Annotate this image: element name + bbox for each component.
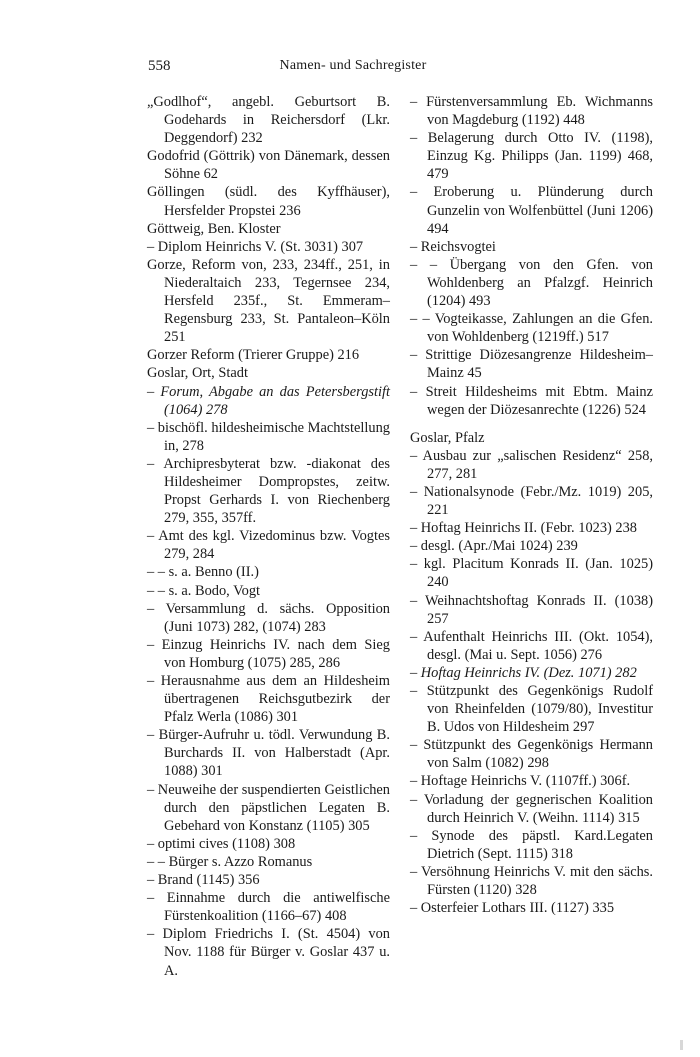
index-entry: Goslar, Pfalz [410, 429, 485, 446]
index-entry: – Versammlung d. sächs. Opposition (Juni 1073) 282, (1074) 283 [147, 600, 390, 635]
index-entry: – Ausbau zur „salischen Residenz“ 258, 277, 281 [410, 447, 653, 482]
index-entry: „Godlhof“, angebl. Geburtsort B. Godehards in Reichersdorf (Lkr. Deggendorf) 232 [147, 94, 390, 147]
index-entry: – Reichsvogtei [410, 238, 496, 255]
page-header [148, 58, 558, 78]
running-head: Namen- und Sachregister [279, 58, 427, 73]
index-entry: – Neuweihe der suspendierten Geistlichen durch den päpstlichen Legaten B. Gebehard von Konstanz (1105) 305 [147, 781, 390, 834]
index-entry: – Osterfeier Lothars III. (1127) 335 [410, 900, 615, 917]
index-entry: – Streit Hildesheims mit Ebtm. Mainz wegen der Diözesanrechte (1226) 524 [410, 383, 653, 418]
index-entry: – Hoftage Heinrichs V. (1107ff.) 306f. [410, 773, 631, 790]
index-entry: Gorzer Reform (Trierer Gruppe) 216 [147, 347, 360, 364]
index-entry: – – Vogteikasse, Zahlungen an die Gfen. von Wohldenberg (1219ff.) 517 [410, 311, 653, 346]
index-entry: – Diplom Friedrichs I. (St. 4504) von Nov. 1188 für Bürger v. Goslar 437 u. A. [147, 926, 390, 979]
index-entry: – – Übergang von den Gfen. von Wohldenberg an Pfalzgf. Heinrich (1204) 493 [410, 256, 653, 310]
index-entry: – Archipresbyterat bzw. -diakonat des Hildesheimer Dompropstes, zeitw. Propst Gerhards I. von Riechenberg 279, 355, 357ff. [147, 455, 390, 527]
index-entry: – Vorladung der gegnerischen Koalition durch Heinrich V. (Weihn. 1114) 315 [410, 791, 653, 826]
index-entry: – Hoftag Heinrichs IV. (Dez. 1071) 282 [410, 664, 637, 681]
index-entry: Godofrid (Göttrik) von Dänemark, dessen Söhne 62 [147, 148, 390, 183]
index-entry: – Aufenthalt Heinrichs III. (Okt. 1054), desgl. (Mai u. Sept. 1056) 276 [410, 628, 653, 663]
index-entry: – – s. a. Benno (II.) [147, 564, 259, 581]
index-entry: – optimi cives (1108) 308 [147, 835, 296, 852]
index-entry: – kgl. Placitum Konrads II. (Jan. 1025) 240 [410, 556, 653, 591]
index-entry: – Bürger-Aufruhr u. tödl. Verwundung B. Burchards II. von Halberstadt (Apr. 1088) 301 [147, 727, 390, 780]
index-entry: – Hoftag Heinrichs II. (Febr. 1023) 238 [410, 520, 638, 537]
scan-artifact-mark [680, 1040, 683, 1050]
index-entry: – Diplom Heinrichs V. (St. 3031) 307 [147, 238, 364, 255]
index-entry: – Strittige Diözesangrenze Hildesheim–Mainz 45 [410, 347, 653, 382]
page-number: 558 [148, 58, 171, 74]
index-entry: – Synode des päpstl. Kard.Legaten Dietrich (Sept. 1115) 318 [410, 827, 653, 862]
index-entry: – Amt des kgl. Vizedominus bzw. Vogtes 279, 284 [147, 528, 390, 563]
index-entry: – Stützpunkt des Gegenkönigs Rudolf von Rheinfelden (1079/80), Investitur B. Udos von Hildesheim 297 [410, 683, 653, 736]
index-entry: – Einnahme durch die antiwelfische Fürstenkoalition (1166–67) 408 [147, 890, 390, 925]
index-entry: Gorze, Reform von, 233, 234ff., 251, in Niederaltaich 233, Tegernsee 234, Hersfeld 235f., St. Emmeram–Regensburg 233, St. Pantaleon–Köln 251 [147, 256, 390, 346]
index-entry: – – Bürger s. Azzo Romanus [147, 853, 313, 870]
index-entry: Göttweig, Ben. Kloster [147, 220, 281, 237]
index-entry: – Belagerung durch Otto IV. (1198), Einzug Kg. Philipps (Jan. 1199) 468, 479 [410, 130, 653, 183]
index-entry: – desgl. (Apr./Mai 1024) 239 [410, 538, 578, 555]
index-entry: – Brand (1145) 356 [147, 872, 260, 889]
index-entry: – Eroberung u. Plünderung durch Gunzelin von Wolfenbüttel (Juni 1206) 494 [410, 184, 653, 237]
index-entry: – Versöhnung Heinrichs V. mit den sächs. Fürsten (1120) 328 [410, 863, 653, 899]
index-entry: – Einzug Heinrichs IV. nach dem Sieg von Homburg (1075) 285, 286 [147, 636, 390, 671]
index-entry: – Stützpunkt des Gegenkönigs Hermann von Salm (1082) 298 [410, 737, 653, 772]
index-entry: Göllingen (südl. des Kyffhäuser), Hersfelder Propstei 236 [147, 184, 390, 219]
index-entry: – Forum, Abgabe an das Petersbergstift (1064) 278 [147, 383, 390, 418]
index-entry: – Weihnachtshoftag Konrads II. (1038) 257 [410, 592, 653, 627]
index-column-left [147, 93, 390, 980]
index-entry: – bischöfl. hildesheimische Machtstellung in, 278 [147, 419, 390, 454]
index-entry: – Herausnahme aus dem an Hildesheim übertragenen Reichsgutbezirk der Pfalz Werla (1086) 301 [147, 673, 390, 726]
index-column-right [410, 93, 653, 917]
index-entry: – Nationalsynode (Febr./Mz. 1019) 205, 221 [410, 483, 653, 519]
index-entry: Goslar, Ort, Stadt [147, 365, 248, 382]
index-entry: – Fürstenversammlung Eb. Wichmanns von Magdeburg (1192) 448 [410, 94, 653, 129]
index-entry: – – s. a. Bodo, Vogt [147, 582, 261, 599]
